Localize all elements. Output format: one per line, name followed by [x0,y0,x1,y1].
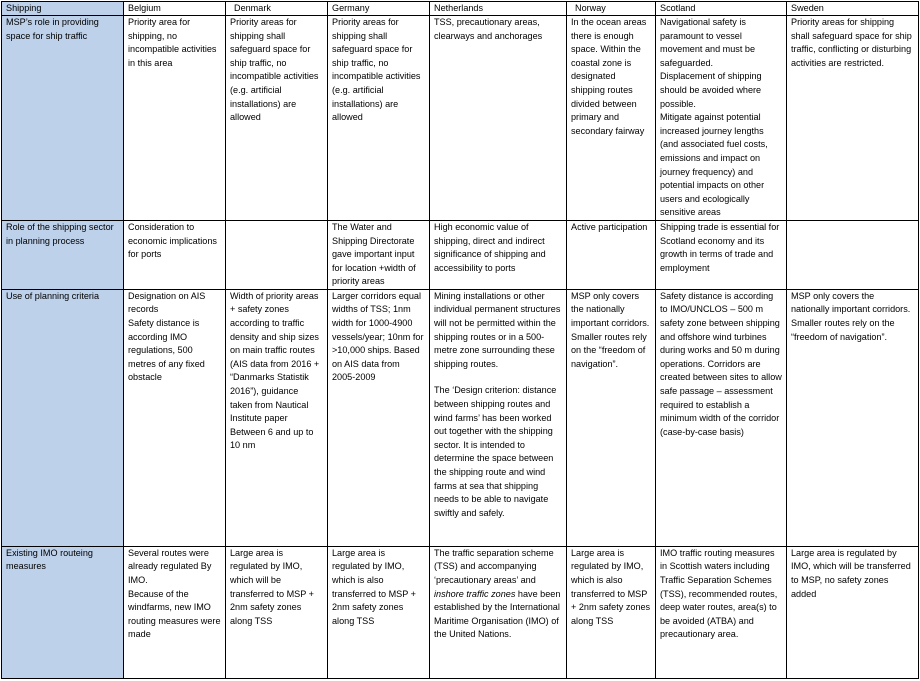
cell-text: Because of the windfarms, new IMO routing measures were made [128,588,221,640]
cell-text: Priority areas for shipping shall safeguard space for ship traffic, conflicting or disturbing activities are restricted. [791,17,912,68]
table-cell [328,289,430,546]
cell-text: Large area is regulated by IMO, which will be transferred to MSP, no safety zones added [791,547,911,599]
table-cell [656,289,787,546]
table-cell [787,220,919,289]
table-cell [787,546,919,678]
table-cell [656,220,787,289]
cell-text: (AIS data from 2016 + “Danmarks Statistik 2016”), guidance taken from Nautical Institute paper [230,358,320,424]
cell-text: The Water and Shipping Directorate gave important input for location +width of priority areas [332,221,416,287]
table-row [2,16,919,221]
cell-text: MSP only covers the nationally important corridors. Smaller routes rely on the “freedom of navigation”. [571,290,650,369]
cell-text: MSP only covers the nationally important corridors. Smaller routes rely on the “freedom of navigation”. [791,290,911,342]
cell-text: In the ocean areas there is enough space. Within the coastal zone is designated shipping routes divided between primary and secondary fairway [571,17,647,136]
cell-text: Priority areas for shipping shall safeguard space for ship traffic, no incompatible activities (e.g. artificial installations) are allowed [332,17,421,123]
cell-text: Mining installations or other individual permanent structures will not be permitted within the shipping routes or in a 500-metre zone surrounding these shipping routes. [434,290,561,369]
row-label: Use of planning criteria [2,289,124,546]
cell-text: Mitigate against potential increased journey lengths (and associated fuel costs, emissions and impact on journey frequency) and potential impacts on other users and ecologically sensitive areas [660,112,768,218]
table-cell [430,16,567,221]
header-belgium: Belgium [124,2,226,16]
cell-text: Large area is regulated by IMO, which is also transferred to MSP + 2nm safety zones along TSS [332,547,416,626]
cell-text: Width of priority areas + safety zones according to traffic density and ship sizes on main traffic routes [230,290,319,356]
header-row [2,2,919,16]
cell-text: Active participation [571,221,648,232]
table-cell [567,289,656,546]
cell-text: Several routes were already regulated By IMO. [128,547,212,586]
table-cell [656,16,787,221]
table-cell [124,16,226,221]
table-cell [787,16,919,221]
comparison-table [1,1,919,679]
cell-text: Priority areas for shipping shall safeguard space for ship traffic, no incompatible activities (e.g. artificial installations) are allowed [230,17,319,123]
table-cell [328,546,430,678]
table-cell [567,16,656,221]
cell-text: Shipping trade is essential for Scotland economy and its growth in terms of trade and employment [660,221,780,273]
table-cell [328,16,430,221]
table-row [2,289,919,546]
cell-text: Consideration to economic implications for ports [128,221,217,260]
cell-text: Displacement of shipping should be avoided where possible. [660,71,762,109]
header-netherlands: Netherlands [430,2,567,16]
header-norway: Norway [567,2,656,16]
cell-text: Larger corridors equal widths of TSS; 1nm width for 1000-4900 vessels/year; 10nm for >10,000 ships. Based on AIS data from 2005-2009 [332,290,424,383]
table-row [2,546,919,678]
cell-text: Navigational safety is paramount to vessel movement and must be safeguarded. [660,17,756,68]
table-cell [226,289,328,546]
table-cell [328,220,430,289]
cell-text: High economic value of shipping, direct and indirect significance of shipping and accessibility to ports [434,221,546,273]
table-cell [567,546,656,678]
table-cell [430,289,567,546]
table-cell [124,220,226,289]
header-scotland: Scotland [656,2,787,16]
table-cell [124,546,226,678]
table-cell [567,220,656,289]
cell-text: The ‘Design criterion: distance between shipping routes and wind farms’ has been worked out together with the shipping sector. It is intended to determine the space between the shipping route and wind farms at sea that shipping needs to be able to navigate swiftly and safely. [434,385,557,518]
table-cell [656,546,787,678]
table-cell [226,220,328,289]
row-label: Existing IMO routeing measures [2,546,124,678]
row-label: MSP’s role in providing space for ship traffic [2,16,124,221]
cell-text: Large area is regulated by IMO, which is also transferred to MSP + 2nm safety zones along TSS [571,547,651,626]
cell-text: Large area is regulated by IMO, which will be transferred to MSP + 2nm safety zones along TSS [230,547,314,626]
header-sweden: Sweden [787,2,919,16]
table-cell [430,546,567,678]
header-denmark: Denmark [226,2,328,16]
table-cell [226,16,328,221]
cell-text-part: have been established by the International Maritime Organisation (IMO) of the United Nations. [434,588,561,640]
table-cell [124,289,226,546]
cell-text: Designation on AIS records [128,290,206,315]
table-cell [787,289,919,546]
cell-text: IMO traffic routing measures in Scottish waters including Traffic Separation Schemes (TSS), recommended routes, deep water routes, area(s) to be avoided (ATBA) and precautionary area. [660,547,778,640]
table-cell [430,220,567,289]
table-cell [226,546,328,678]
cell-text-part: The traffic separation scheme (TSS) and accompanying ‘precautionary areas’ and [434,547,554,586]
row-label: Role of the shipping sector in planning process [2,220,124,289]
cell-text-italic: inshore traffic zones [434,588,516,599]
cell-text: Safety distance is according to IMO/UNCLOS – 500 m safety zone between shipping and offshore wind turbines during works and 50 m during operations. Corridors are created between sites to allow safe passage – assessment required to establish a minimum width of the corridor (case-by-case basis) [660,290,782,437]
cell-text: Safety distance is according IMO regulations, 500 metres of any fixed obstacle [128,318,205,383]
table-row [2,220,919,289]
cell-text: Between 6 and up to 10 nm [230,426,314,451]
cell-text: TSS, precautionary areas, clearways and anchorages [434,17,543,41]
header-shipping: Shipping [2,2,124,16]
header-germany: Germany [328,2,430,16]
cell-text [434,547,562,642]
cell-text: Priority area for shipping, no incompatible activities in this area [128,17,217,68]
